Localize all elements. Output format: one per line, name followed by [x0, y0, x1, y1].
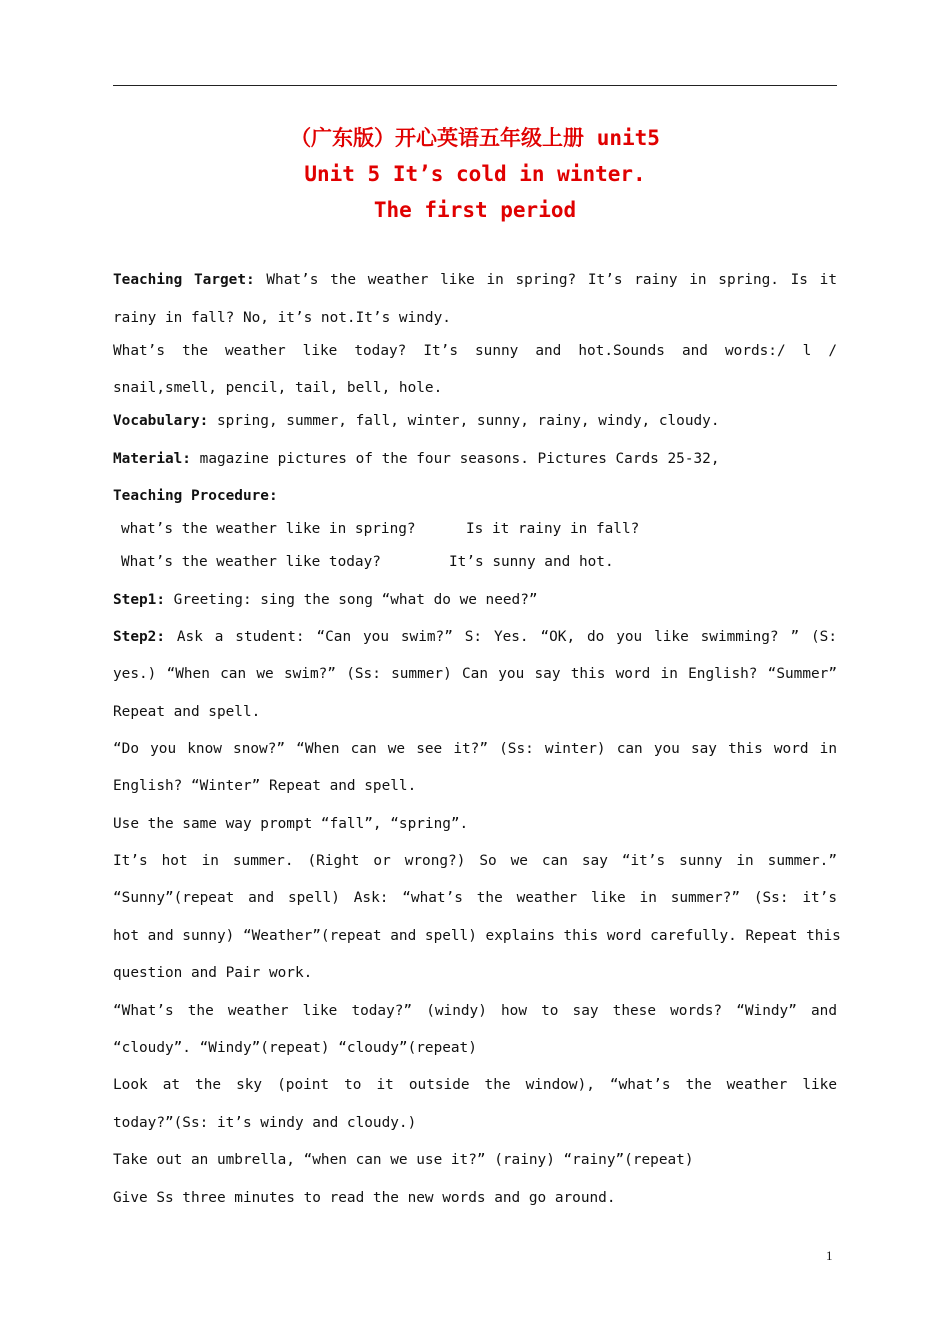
title-line-2: Unit 5 It’s cold in winter. [304, 162, 646, 186]
target-text-1: What’s the weather like in spring? It’s rainy in spring. Is it [266, 272, 838, 288]
material-line [113, 451, 837, 467]
material-text: magazine pictures of the four seasons. Pictures Cards 25-32, [199, 451, 720, 467]
vocabulary-label: Vocabulary: [113, 413, 209, 429]
procedure-question-2: Is it rainy in fall? [466, 521, 640, 537]
step1-text: Greeting: sing the song “what do we need?” [173, 592, 538, 608]
step2-line-2: yes.) “When can we swim?” (Ss: summer) Can you say this word in English? “Summer” [113, 666, 837, 682]
para9-line: Take out an umbrella, “when can we use it?” (rainy) “rainy”(repeat) [113, 1152, 694, 1168]
para6-line-1: It’s hot in summer. (Right or wrong?) So we can say “it’s sunny in summer.” [113, 853, 837, 869]
vocabulary-text: spring, summer, fall, winter, sunny, rainy, windy, cloudy. [216, 413, 720, 429]
step2-line-3: Repeat and spell. [113, 704, 261, 720]
target-label: Teaching Target: [113, 272, 255, 288]
para6-line-2: “Sunny”(repeat and spell) Ask: “what’s the weather like in summer?” (Ss: it’s [113, 890, 837, 906]
material-label: Material: [113, 451, 191, 467]
target-line-3: What’s the weather like today? It’s sunny and hot.Sounds and words:/ l / [113, 343, 837, 359]
step2-label: Step2: [113, 629, 165, 645]
target-line-4: snail,smell, pencil, tail, bell, hole. [113, 380, 443, 396]
procedure-answer-4: It’s sunny and hot. [449, 554, 614, 570]
procedure-question-1: what’s the weather like in spring? [121, 521, 416, 537]
step1-line [113, 592, 837, 608]
title-line-3: The first period [373, 198, 577, 222]
para4-line-2: English? “Winter” Repeat and spell. [113, 778, 417, 794]
para7-line-1: “What’s the weather like today?” (windy) how to say these words? “Windy” and [113, 1003, 837, 1019]
para6-line-4: question and Pair work. [113, 965, 313, 981]
page-number: 1 [826, 1248, 833, 1263]
vocabulary-line [113, 413, 837, 429]
para6-line-3: hot and sunny) “Weather”(repeat and spell) explains this word carefully. Repeat this [113, 928, 841, 944]
para8-line-2: today?”(Ss: it’s windy and cloudy.) [113, 1115, 417, 1131]
target-line-1 [113, 272, 837, 288]
para5-line: Use the same way prompt “fall”, “spring”. [113, 816, 469, 832]
title-block [113, 120, 837, 228]
para10-line: Give Ss three minutes to read the new words and go around. [113, 1190, 616, 1206]
para7-line-2: “cloudy”. “Windy”(repeat) “cloudy”(repeat) [113, 1040, 477, 1056]
title-line-1: （广东版）开心英语五年级上册 unit5 [290, 126, 660, 150]
para8-line-1: Look at the sky (point to it outside the window), “what’s the weather like [113, 1077, 837, 1093]
procedure-label: Teaching Procedure: [113, 488, 278, 504]
para4-line-1: “Do you know snow?” “When can we see it?” (Ss: winter) can you say this word in [113, 741, 837, 757]
step2-text-1: Ask a student: “Can you swim?” S: Yes. “OK, do you like swimming? ” (S: [176, 629, 838, 645]
step2-line-1 [113, 629, 837, 645]
target-line-2: rainy in fall? No, it’s not.It’s windy. [113, 310, 451, 326]
procedure-question-3: What’s the weather like today? [121, 554, 381, 570]
header-rule [113, 85, 837, 86]
step1-label: Step1: [113, 592, 165, 608]
